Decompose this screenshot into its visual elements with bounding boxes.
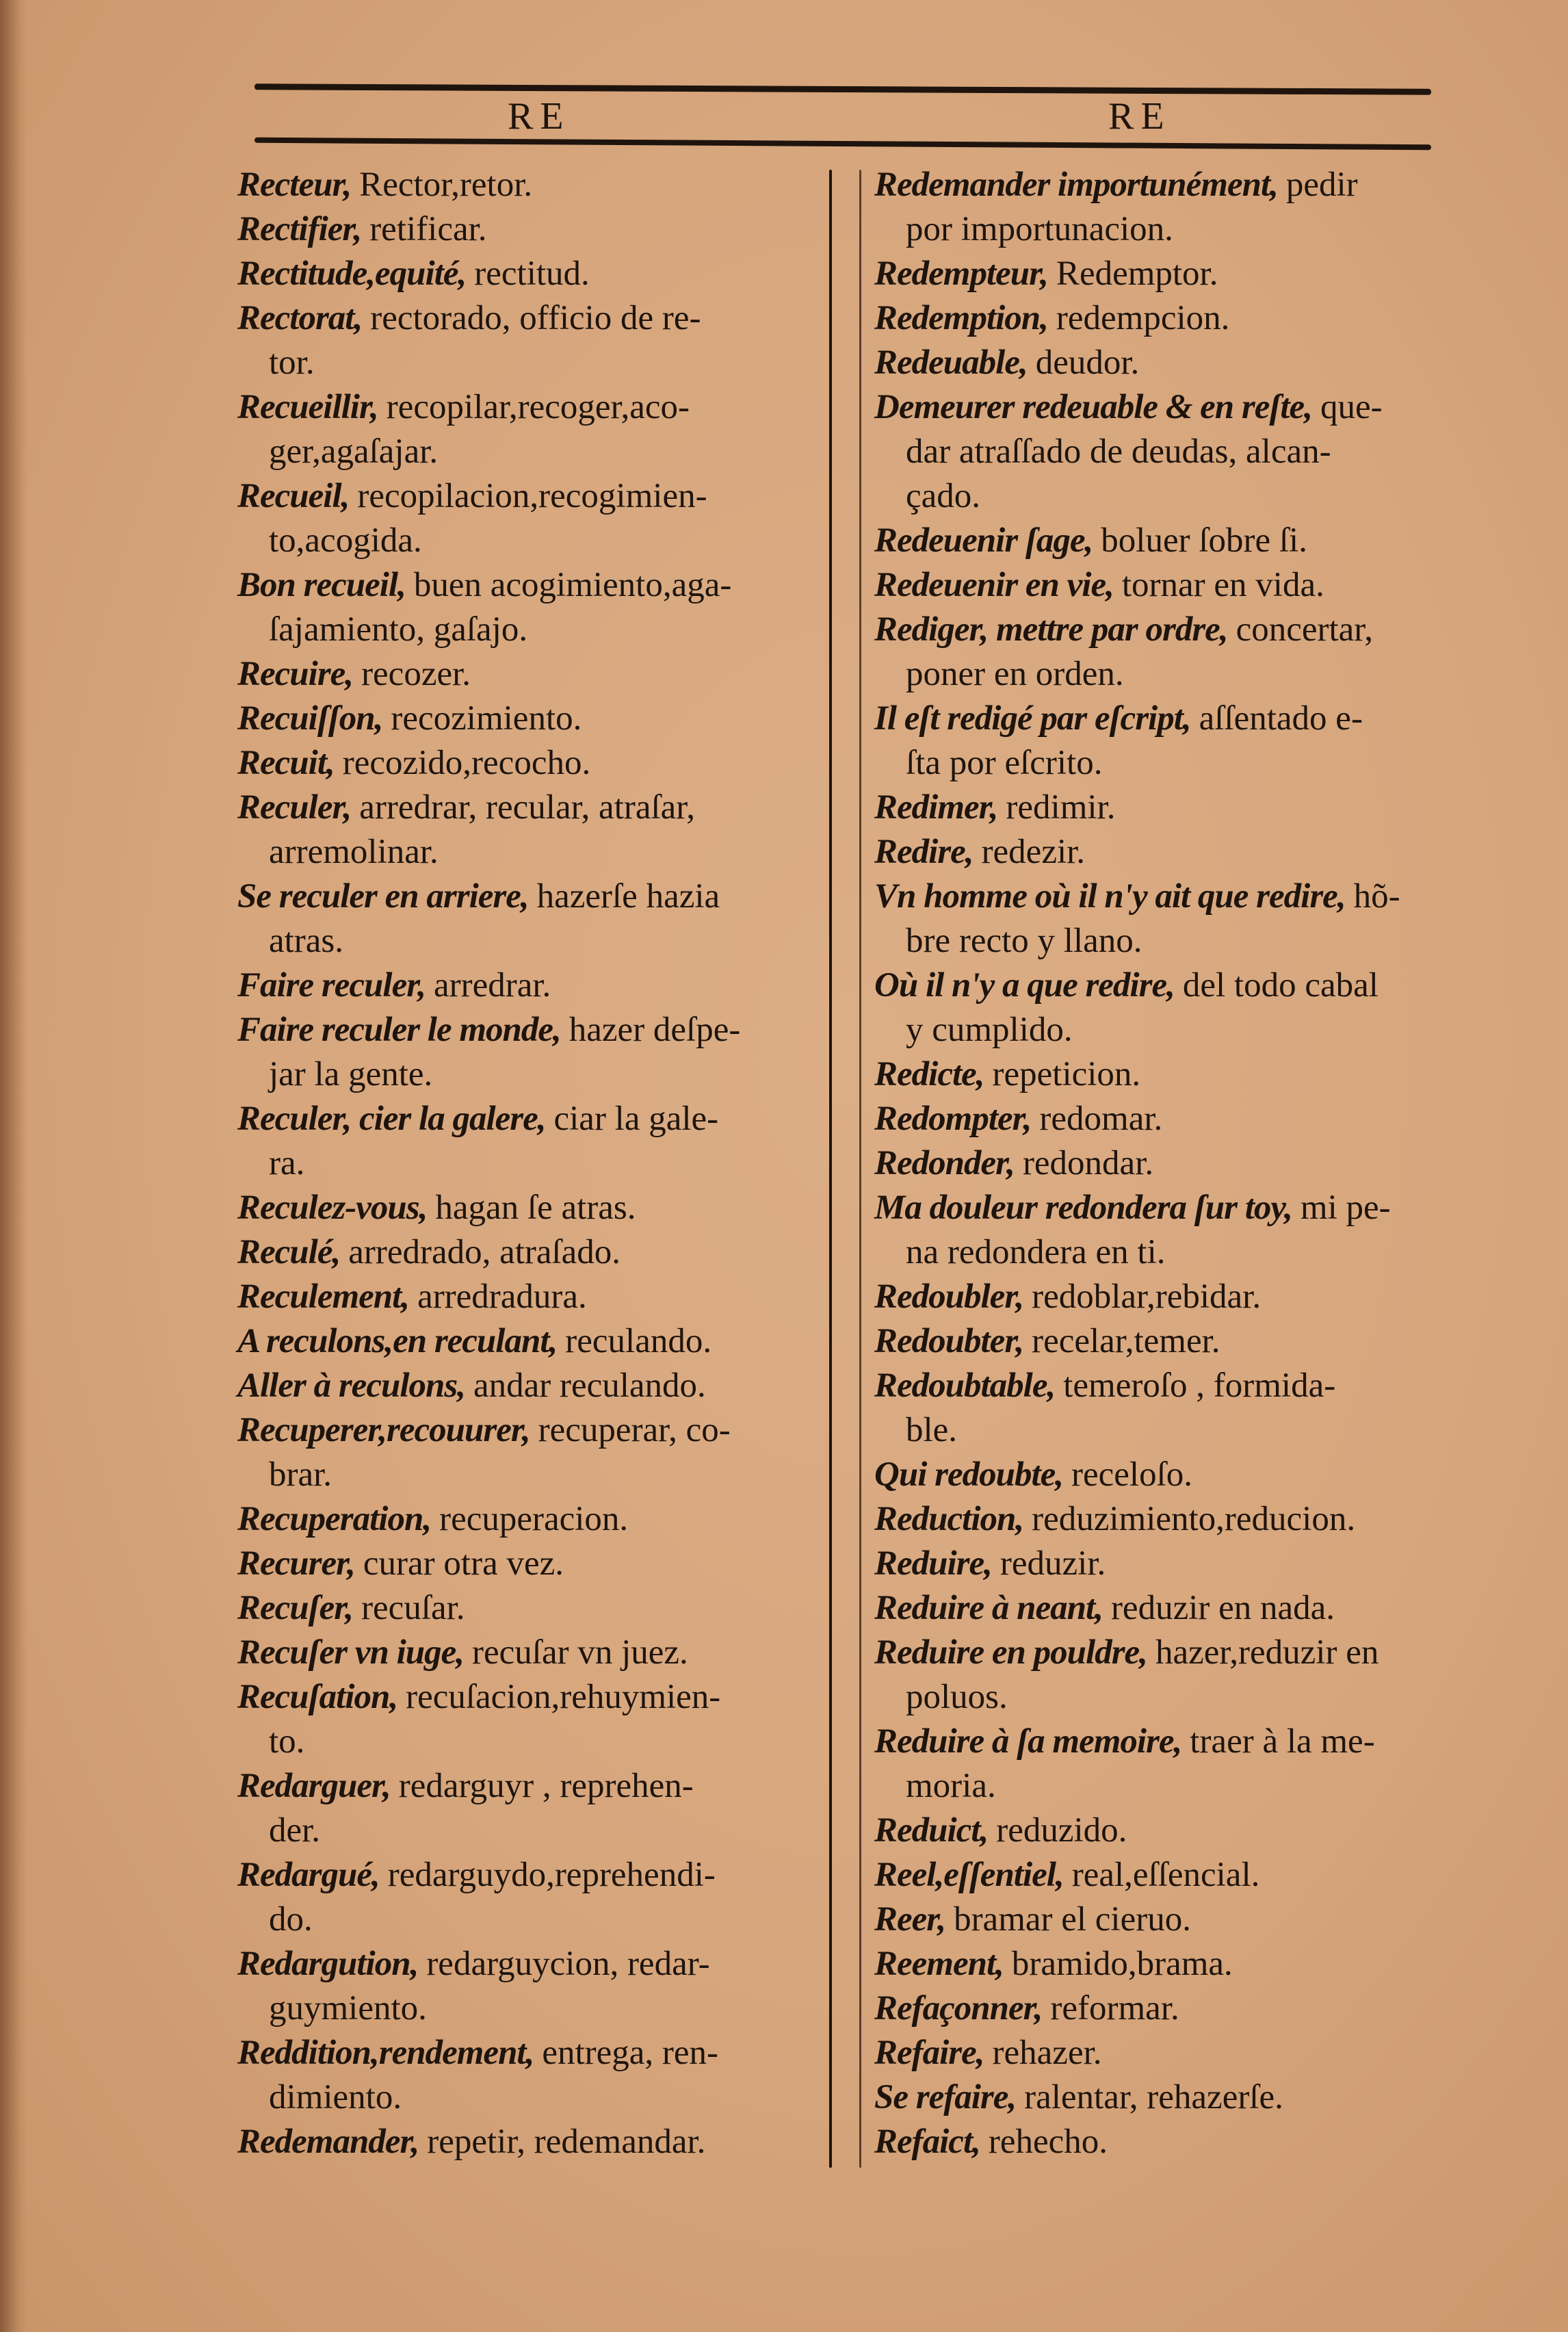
dictionary-entry bbox=[237, 652, 819, 697]
dictionary-entry bbox=[874, 697, 1456, 786]
entry-line bbox=[874, 341, 1456, 385]
headword: A reculons,en reculant, bbox=[237, 1322, 558, 1360]
entry-line bbox=[874, 608, 1456, 652]
dictionary-entry bbox=[874, 1986, 1456, 2031]
definition: recuſacion,rehuymien- bbox=[406, 1678, 721, 1716]
dictionary-entry bbox=[874, 1497, 1456, 1542]
definition: redoblar,rebidar. bbox=[1032, 1278, 1262, 1316]
definition-continuation: arremolinar. bbox=[269, 833, 439, 871]
headword: Recuire, bbox=[237, 655, 354, 693]
entry-line bbox=[237, 875, 819, 919]
headword: Faire reculer le monde, bbox=[237, 1011, 561, 1049]
definition: concertar, bbox=[1236, 610, 1373, 649]
entry-line bbox=[237, 1230, 819, 1275]
dictionary-entry bbox=[237, 875, 819, 963]
definition-continuation: dimiento. bbox=[269, 2078, 402, 2116]
entry-line bbox=[237, 474, 819, 519]
definition: buen acogimiento,aga- bbox=[413, 566, 732, 604]
entry-line bbox=[874, 875, 1456, 919]
dictionary-entry bbox=[237, 697, 819, 741]
headword: Reduict, bbox=[874, 1811, 989, 1850]
definition-continuation: ger,agaſajar. bbox=[269, 432, 439, 471]
headword: Redargution, bbox=[237, 1945, 419, 1983]
definition: ralentar, rehazerſe. bbox=[1024, 2078, 1283, 2116]
headword: Reduire à neant, bbox=[874, 1589, 1103, 1627]
entry-line bbox=[874, 1497, 1456, 1542]
definition-continuation: y cumplido. bbox=[906, 1011, 1073, 1049]
definition: repeticion. bbox=[992, 1055, 1141, 1093]
entry-line bbox=[237, 1631, 819, 1675]
definition: receloſo. bbox=[1071, 1455, 1193, 1494]
dictionary-entry bbox=[874, 1720, 1456, 1809]
entry-line bbox=[237, 1853, 819, 1897]
dictionary-entry bbox=[237, 963, 819, 1008]
dictionary-entry bbox=[874, 1052, 1456, 1097]
headword: Reduction, bbox=[874, 1500, 1024, 1538]
headword: Se reculer en arriere, bbox=[237, 877, 529, 916]
definition-continuation: tor. bbox=[269, 344, 315, 382]
headword: Demeurer redeuable & en reſte, bbox=[874, 388, 1312, 426]
headword: Il eſt redigé par eſcript, bbox=[874, 699, 1191, 738]
dictionary-entry bbox=[237, 1230, 819, 1275]
definition: traer à la me- bbox=[1190, 1722, 1375, 1761]
entry-line bbox=[874, 1275, 1456, 1319]
definition: reduzir en nada. bbox=[1110, 1589, 1335, 1627]
entry-line bbox=[237, 2120, 819, 2164]
dictionary-entry bbox=[237, 207, 819, 252]
header-bottom-rule bbox=[254, 138, 1431, 151]
headword: Refaire, bbox=[874, 2034, 984, 2072]
entry-line bbox=[874, 697, 1456, 741]
definition-continuation: der. bbox=[269, 1811, 321, 1850]
definition-continuation: to. bbox=[269, 1722, 305, 1761]
definition: rehecho. bbox=[988, 2123, 1108, 2161]
entry-line bbox=[874, 1720, 1456, 1764]
dictionary-entry bbox=[874, 385, 1456, 519]
definition-continuation: ſajamiento, gaſajo. bbox=[269, 610, 528, 649]
left-column bbox=[237, 163, 819, 2164]
entry-line bbox=[237, 697, 819, 741]
headword: Redeuable, bbox=[874, 344, 1028, 382]
entry-line bbox=[237, 1008, 819, 1052]
definition: del todo cabal bbox=[1182, 966, 1378, 1005]
entry-line bbox=[237, 1675, 819, 1720]
dictionary-entry bbox=[237, 385, 819, 474]
definition: ciar la gale- bbox=[553, 1100, 719, 1138]
headword: Recurer, bbox=[237, 1544, 355, 1583]
dictionary-entry bbox=[874, 1809, 1456, 1853]
entry-line bbox=[874, 2031, 1456, 2075]
entry-line bbox=[874, 963, 1456, 1008]
headword: Ma douleur redondera ſur toy, bbox=[874, 1189, 1292, 1227]
definition: aſſentado e- bbox=[1199, 699, 1363, 738]
headword: Redemption, bbox=[874, 299, 1048, 337]
right-column bbox=[874, 163, 1456, 2164]
definition: recozer. bbox=[361, 655, 471, 693]
headword: Redarguer, bbox=[237, 1767, 391, 1805]
definition: rectitud. bbox=[474, 255, 590, 293]
entry-line bbox=[874, 2075, 1456, 2120]
entry-line bbox=[237, 1319, 819, 1364]
definition: redomar. bbox=[1039, 1100, 1163, 1138]
definition: reculando. bbox=[565, 1322, 712, 1360]
entry-line bbox=[237, 207, 819, 252]
headword: Recuperation, bbox=[237, 1500, 432, 1538]
dictionary-entry bbox=[874, 1853, 1456, 1897]
headword: Vn homme où il n'y ait que redire, bbox=[874, 877, 1346, 916]
entry-line bbox=[874, 1809, 1456, 1853]
dictionary-entry bbox=[874, 1631, 1456, 1720]
definition: tornar en vida. bbox=[1121, 566, 1324, 604]
definition: Redemptor. bbox=[1056, 255, 1218, 293]
definition: redarguyr , reprehen- bbox=[398, 1767, 694, 1805]
dictionary-entry bbox=[874, 1319, 1456, 1364]
entry-line bbox=[874, 1097, 1456, 1141]
definition: entrega, ren- bbox=[542, 2034, 719, 2072]
headword: Recteur, bbox=[237, 166, 352, 204]
dictionary-entry bbox=[874, 2031, 1456, 2075]
entry-line bbox=[874, 786, 1456, 830]
dictionary-entry bbox=[874, 1275, 1456, 1319]
definition-continuation: na redondera en ti. bbox=[906, 1233, 1166, 1271]
dictionary-entry bbox=[237, 1675, 819, 1764]
dictionary-entry bbox=[874, 2120, 1456, 2164]
entry-line bbox=[874, 1897, 1456, 1942]
headword: Recuſer, bbox=[237, 1589, 354, 1627]
dictionary-entry bbox=[874, 1542, 1456, 1586]
definition: arredrado, atraſado. bbox=[348, 1233, 621, 1271]
dictionary-entry bbox=[237, 1319, 819, 1364]
definition: deudor. bbox=[1035, 344, 1140, 382]
dictionary-entry bbox=[237, 1408, 819, 1497]
entry-line bbox=[237, 963, 819, 1008]
definition: recuperacion. bbox=[439, 1500, 629, 1538]
definition-continuation: dar atraſſado de deudas, alcan- bbox=[906, 432, 1331, 471]
running-head-right: RE bbox=[1108, 95, 1171, 138]
headword: Reddition,rendement, bbox=[237, 2034, 534, 2072]
definition: redondar. bbox=[1022, 1144, 1154, 1182]
headword: Reel,eſſentiel, bbox=[874, 1856, 1064, 1894]
dictionary-entry bbox=[874, 1186, 1456, 1275]
entry-line bbox=[874, 1942, 1456, 1986]
entry-line bbox=[874, 2120, 1456, 2164]
dictionary-entry bbox=[237, 1008, 819, 1097]
definition: reformar. bbox=[1050, 1989, 1179, 2027]
definition: reduzido. bbox=[996, 1811, 1127, 1850]
entry-line bbox=[874, 1364, 1456, 1408]
definition: hazer,reduzir en bbox=[1155, 1633, 1379, 1672]
dictionary-entry bbox=[237, 2031, 819, 2120]
headword: Où il n'y a que redire, bbox=[874, 966, 1175, 1005]
dictionary-entry bbox=[237, 252, 819, 296]
entry-line bbox=[237, 163, 819, 207]
definition: real,eſſencial. bbox=[1071, 1856, 1260, 1894]
entry-line bbox=[874, 1453, 1456, 1497]
headword: Qui redoubte, bbox=[874, 1455, 1064, 1494]
headword: Refaçonner, bbox=[874, 1989, 1043, 2027]
entry-line bbox=[237, 786, 819, 830]
entry-line bbox=[237, 1186, 819, 1230]
dictionary-entry bbox=[874, 1942, 1456, 1986]
dictionary-entry bbox=[874, 786, 1456, 830]
entry-line bbox=[874, 1853, 1456, 1897]
entry-line bbox=[237, 1497, 819, 1542]
dictionary-entry bbox=[874, 163, 1456, 252]
entry-line bbox=[237, 1764, 819, 1809]
definition: retificar. bbox=[369, 210, 487, 248]
dictionary-entry bbox=[237, 1542, 819, 1586]
entry-line bbox=[237, 252, 819, 296]
column-divider bbox=[829, 170, 832, 2168]
definition: hazer deſpe- bbox=[569, 1011, 741, 1049]
entry-line bbox=[237, 652, 819, 697]
entry-line bbox=[874, 1542, 1456, 1586]
headword: Redeuenir en vie, bbox=[874, 566, 1114, 604]
definition: que- bbox=[1320, 388, 1383, 426]
definition-continuation: bre recto y llano. bbox=[906, 922, 1142, 960]
headword: Rectorat, bbox=[237, 299, 363, 337]
headword: Redeuenir ſage, bbox=[874, 521, 1093, 560]
definition-continuation: moria. bbox=[906, 1767, 996, 1805]
headword: Redoubler, bbox=[874, 1278, 1024, 1316]
running-head-left: RE bbox=[508, 95, 571, 138]
definition: temeroſo , formida- bbox=[1063, 1366, 1336, 1405]
definition: reduzimiento,reducion. bbox=[1032, 1500, 1356, 1538]
entry-line bbox=[237, 1275, 819, 1319]
headword: Reer, bbox=[874, 1900, 946, 1939]
headword: Reduire à ſa memoire, bbox=[874, 1722, 1182, 1761]
definition: arredrar. bbox=[434, 966, 551, 1005]
dictionary-entry bbox=[874, 2075, 1456, 2120]
headword: Se refaire, bbox=[874, 2078, 1017, 2116]
definition-continuation: ra. bbox=[269, 1144, 305, 1182]
headword: Rectifier, bbox=[237, 210, 362, 248]
headword: Recuiſſon, bbox=[237, 699, 383, 738]
definition: redimir. bbox=[1006, 788, 1116, 827]
dictionary-entry bbox=[237, 1631, 819, 1675]
dictionary-entry bbox=[237, 1497, 819, 1542]
definition-continuation: ſta por eſcrito. bbox=[906, 744, 1103, 782]
definition: recuperar, co- bbox=[538, 1411, 731, 1449]
headword: Reduire en pouldre, bbox=[874, 1633, 1147, 1672]
definition-continuation: poner en orden. bbox=[906, 655, 1124, 693]
entry-line bbox=[874, 296, 1456, 341]
definition-continuation: do. bbox=[269, 1900, 313, 1939]
definition-continuation: por importunacion. bbox=[906, 210, 1173, 248]
dictionary-entry bbox=[237, 1364, 819, 1408]
headword: Bon recueil, bbox=[237, 566, 406, 604]
definition: hõ- bbox=[1353, 877, 1400, 916]
dictionary-entry bbox=[237, 1853, 819, 1942]
entry-line bbox=[874, 1986, 1456, 2031]
definition-continuation: ble. bbox=[906, 1411, 958, 1449]
headword: Reculement, bbox=[237, 1278, 410, 1316]
headword: Redempteur, bbox=[874, 255, 1048, 293]
entry-line bbox=[237, 385, 819, 430]
definition: redarguycion, redar- bbox=[426, 1945, 710, 1983]
definition: mi pe- bbox=[1300, 1189, 1391, 1227]
definition: Rector,retor. bbox=[359, 166, 533, 204]
definition: hagan ſe atras. bbox=[435, 1189, 636, 1227]
definition: recopilar,recoger,aco- bbox=[386, 388, 690, 426]
entry-line bbox=[874, 519, 1456, 563]
definition: rehazer. bbox=[992, 2034, 1102, 2072]
headword: Reculez-vous, bbox=[237, 1189, 428, 1227]
definition: reduzir. bbox=[999, 1544, 1106, 1583]
entry-line bbox=[237, 296, 819, 341]
entry-line bbox=[874, 1186, 1456, 1230]
dictionary-entry bbox=[874, 1097, 1456, 1141]
dictionary-entry bbox=[237, 786, 819, 875]
dictionary-entry bbox=[237, 1275, 819, 1319]
definition: recuſar vn juez. bbox=[472, 1633, 688, 1672]
entry-line bbox=[237, 1097, 819, 1141]
headword: Recuit, bbox=[237, 744, 335, 782]
headword: Redargué, bbox=[237, 1856, 380, 1894]
definition: arredradura. bbox=[417, 1278, 587, 1316]
headword: Redicte, bbox=[874, 1055, 984, 1093]
definition: curar otra vez. bbox=[363, 1544, 564, 1583]
dictionary-entry bbox=[874, 1364, 1456, 1453]
headword: Rectitude,equité, bbox=[237, 255, 467, 293]
entry-line bbox=[237, 563, 819, 608]
headword: Redoubter, bbox=[874, 1322, 1024, 1360]
dictionary-entry bbox=[237, 563, 819, 652]
definition: recozido,recocho. bbox=[342, 744, 591, 782]
dictionary-entry bbox=[874, 875, 1456, 963]
headword: Recuſer vn iuge, bbox=[237, 1633, 465, 1672]
dictionary-entry bbox=[237, 163, 819, 207]
dictionary-entry bbox=[874, 1141, 1456, 1186]
dictionary-entry bbox=[237, 2120, 819, 2164]
dictionary-entry bbox=[874, 963, 1456, 1052]
definition-continuation: jar la gente. bbox=[269, 1055, 433, 1093]
entry-line bbox=[874, 1586, 1456, 1631]
entry-line bbox=[874, 1052, 1456, 1097]
definition: arredrar, recular, atraſar, bbox=[359, 788, 695, 827]
headword: Aller à reculons, bbox=[237, 1366, 465, 1405]
definition-continuation: çado. bbox=[906, 477, 981, 515]
dictionary-entry bbox=[874, 830, 1456, 875]
entry-line bbox=[237, 2031, 819, 2075]
dictionary-entry bbox=[237, 296, 819, 385]
entry-line bbox=[874, 563, 1456, 608]
headword: Recueil, bbox=[237, 477, 350, 515]
headword: Reduire, bbox=[874, 1544, 992, 1583]
entry-line bbox=[237, 1408, 819, 1453]
dictionary-entry bbox=[874, 563, 1456, 608]
dictionary-entry bbox=[874, 296, 1456, 341]
headword: Redonder, bbox=[874, 1144, 1015, 1182]
dictionary-entry bbox=[874, 519, 1456, 563]
entry-line bbox=[237, 1364, 819, 1408]
headword: Reculé, bbox=[237, 1233, 341, 1271]
headword: Redompter, bbox=[874, 1100, 1032, 1138]
definition-continuation: poluos. bbox=[906, 1678, 1008, 1716]
header-top-rule bbox=[254, 83, 1431, 95]
dictionary-entry bbox=[874, 1586, 1456, 1631]
headword: Recuſation, bbox=[237, 1678, 398, 1716]
definition: redempcion. bbox=[1056, 299, 1230, 337]
dictionary-entry bbox=[237, 1942, 819, 2031]
entry-line bbox=[237, 1586, 819, 1631]
entry-line bbox=[874, 1631, 1456, 1675]
definition-continuation: atras. bbox=[269, 922, 344, 960]
headword: Reculer, cier la galere, bbox=[237, 1100, 546, 1138]
entry-line bbox=[237, 1942, 819, 1986]
definition: boluer ſobre ſi. bbox=[1101, 521, 1307, 560]
definition: rectorado, officio de re- bbox=[370, 299, 701, 337]
definition: hazerſe hazia bbox=[536, 877, 720, 916]
page-edge-shadow bbox=[0, 0, 27, 2332]
headword: Reement, bbox=[874, 1945, 1004, 1983]
dictionary-entry bbox=[874, 608, 1456, 697]
headword: Recueillir, bbox=[237, 388, 378, 426]
entry-line bbox=[874, 252, 1456, 296]
headword: Redemander importunément, bbox=[874, 166, 1278, 204]
headword: Reculer, bbox=[237, 788, 352, 827]
definition: recuſar. bbox=[361, 1589, 465, 1627]
headword: Redire, bbox=[874, 833, 974, 871]
dictionary-entry bbox=[237, 474, 819, 563]
entry-line bbox=[874, 830, 1456, 875]
dictionary-entry bbox=[874, 1897, 1456, 1942]
dictionary-entry bbox=[237, 1097, 819, 1186]
definition: bramido,brama. bbox=[1011, 1945, 1233, 1983]
definition: recozimiento. bbox=[391, 699, 582, 738]
definition: recelar,temer. bbox=[1032, 1322, 1220, 1360]
entry-line bbox=[874, 1319, 1456, 1364]
dictionary-entry bbox=[874, 1453, 1456, 1497]
dictionary-entry bbox=[237, 1764, 819, 1853]
entry-line bbox=[874, 385, 1456, 430]
definition-continuation: to,acogida. bbox=[269, 521, 422, 560]
entry-line bbox=[237, 1542, 819, 1586]
headword: Redemander, bbox=[237, 2123, 419, 2161]
column-divider-right bbox=[859, 170, 861, 2168]
dictionary-entry bbox=[237, 1186, 819, 1230]
definition: redezir. bbox=[981, 833, 1086, 871]
definition: redarguydo,reprehendi- bbox=[387, 1856, 716, 1894]
headword: Refaict, bbox=[874, 2123, 980, 2161]
headword: Faire reculer, bbox=[237, 966, 426, 1005]
definition: andar reculando. bbox=[473, 1366, 706, 1405]
headword: Rediger, mettre par ordre, bbox=[874, 610, 1228, 649]
entry-line bbox=[237, 741, 819, 786]
definition: pedir bbox=[1285, 166, 1358, 204]
headword: Recuperer,recouurer, bbox=[237, 1411, 530, 1449]
definition: recopilacion,recogimien- bbox=[357, 477, 707, 515]
definition-continuation: brar. bbox=[269, 1455, 332, 1494]
dictionary-entry bbox=[874, 341, 1456, 385]
definition: repetir, redemandar. bbox=[427, 2123, 706, 2161]
entry-line bbox=[874, 163, 1456, 207]
dictionary-entry bbox=[237, 741, 819, 786]
definition: bramar el cieruo. bbox=[954, 1900, 1191, 1939]
dictionary-entry bbox=[237, 1586, 819, 1631]
headword: Redoubtable, bbox=[874, 1366, 1056, 1405]
dictionary-entry bbox=[874, 252, 1456, 296]
definition-continuation: guymiento. bbox=[269, 1989, 427, 2027]
headword: Redimer, bbox=[874, 788, 998, 827]
entry-line bbox=[874, 1141, 1456, 1186]
